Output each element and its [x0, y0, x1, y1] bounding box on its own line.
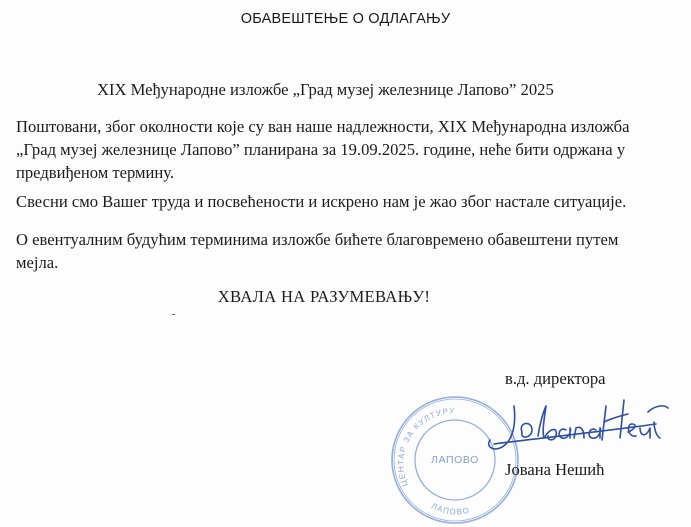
stamp-bottom-text: ЛАПОВО: [429, 501, 471, 517]
event-subtitle: XIX Међународне изложбе „Град музеј железнице Лапово” 2025: [97, 80, 554, 99]
closing-thanks: ХВАЛА НА РАЗУМЕВАЊУ!: [217, 287, 431, 306]
stamp-ring-text: ЦЕНТАР ЗА КУЛТУРУ: [396, 406, 456, 488]
paragraph-postponement: Поштовани, због околности које су ван наше надлежности, XIX Међународна изложба „Град музеј железнице Лапово” планирана за 19.09.2025. године, неће бити одржана у предвиђеном термину.: [16, 117, 630, 182]
document-heading: ОБАВЕШТЕЊЕ О ОДЛАГАЊУ: [240, 11, 451, 27]
paragraph-future-dates: О евентуалним будућим терминима изложбе бићете благовремено обавештени путем мејла.: [16, 230, 619, 272]
stamp-center-text: ЛАПОВО: [431, 454, 479, 466]
handwritten-signature-icon: [470, 392, 670, 462]
signer-name: Јована Нешић: [505, 460, 605, 479]
svg-text:ЛАПОВО: [430, 501, 471, 516]
stray-mark: [172, 314, 175, 315]
signer-title: в.д. директора: [505, 369, 606, 388]
svg-text:ЦЕНТАР ЗА КУЛТУРУ: [396, 406, 455, 487]
paragraph-apology: Свесни смо Вашег труда и посвећености и искрено нам је жао због настале ситуације.: [16, 192, 627, 211]
